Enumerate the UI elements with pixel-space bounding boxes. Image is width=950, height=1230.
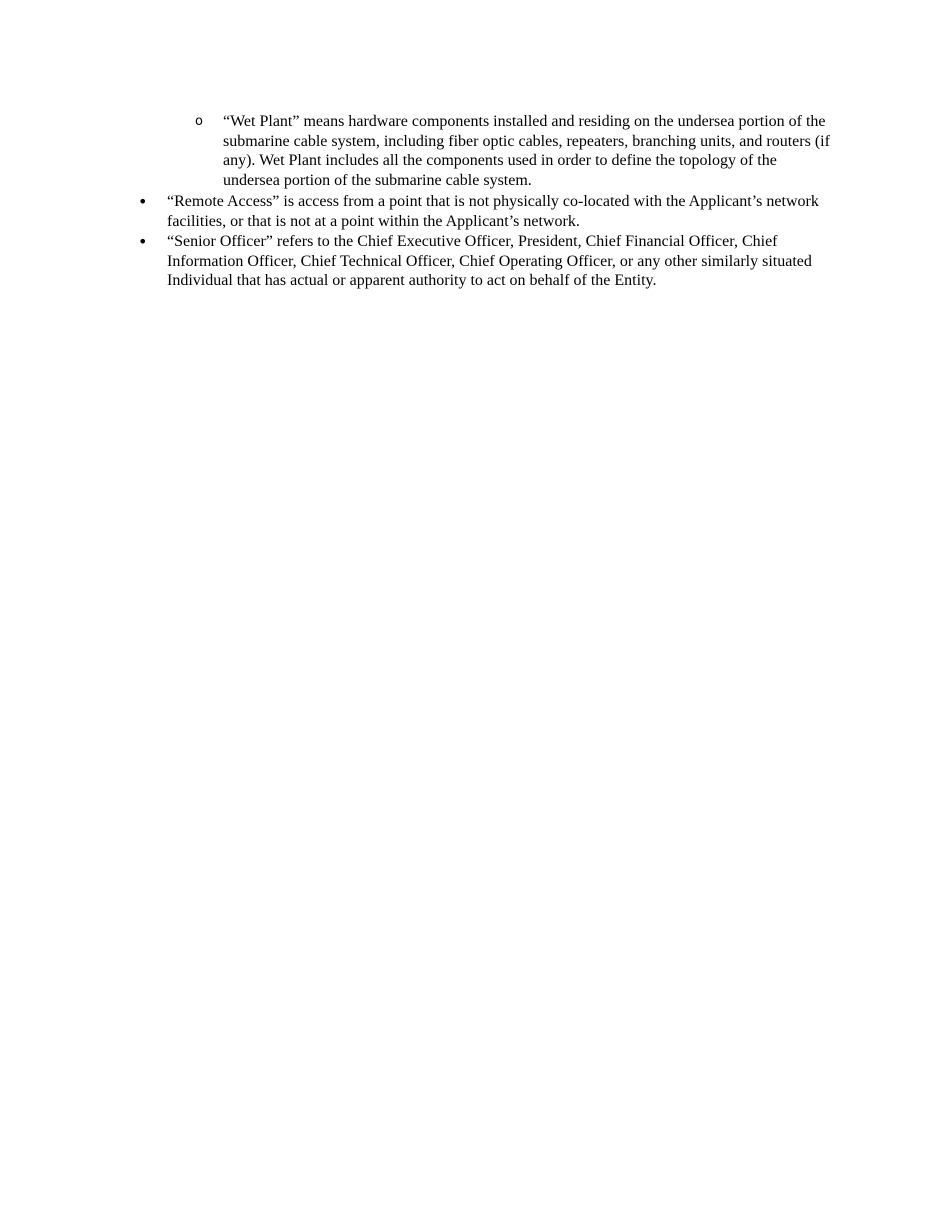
senior-officer-definition-text: “Senior Officer” refers to the Chief Executive Officer, President, Chief Financial Officer, Chief Information Officer, Chief Technical Officer, Chief Operating Officer, or any other similarly situated Individual that has actual or apparent authority to act on behalf of the Entity. (167, 233, 812, 290)
remote-access-definition-text: “Remote Access” is access from a point that is not physically co-located with the Applicant’s network facilities, or that is not at a point within the Applicant’s network. (167, 193, 819, 230)
remote-access-definition (167, 192, 827, 231)
bullet-marker: • (138, 232, 148, 251)
senior-officer-definition (167, 232, 833, 291)
bullet-marker: • (138, 192, 148, 211)
wet-plant-definition-text: “Wet Plant” means hardware components installed and residing on the undersea portion of the submarine cable system, including fiber optic cables, repeaters, branching units, and routers (if any). Wet Plant includes all the components used in order to define the topology of the undersea portion of the submarine cable system. (223, 113, 830, 190)
wet-plant-definition (223, 112, 833, 191)
sub-bullet-marker: o (195, 114, 203, 129)
